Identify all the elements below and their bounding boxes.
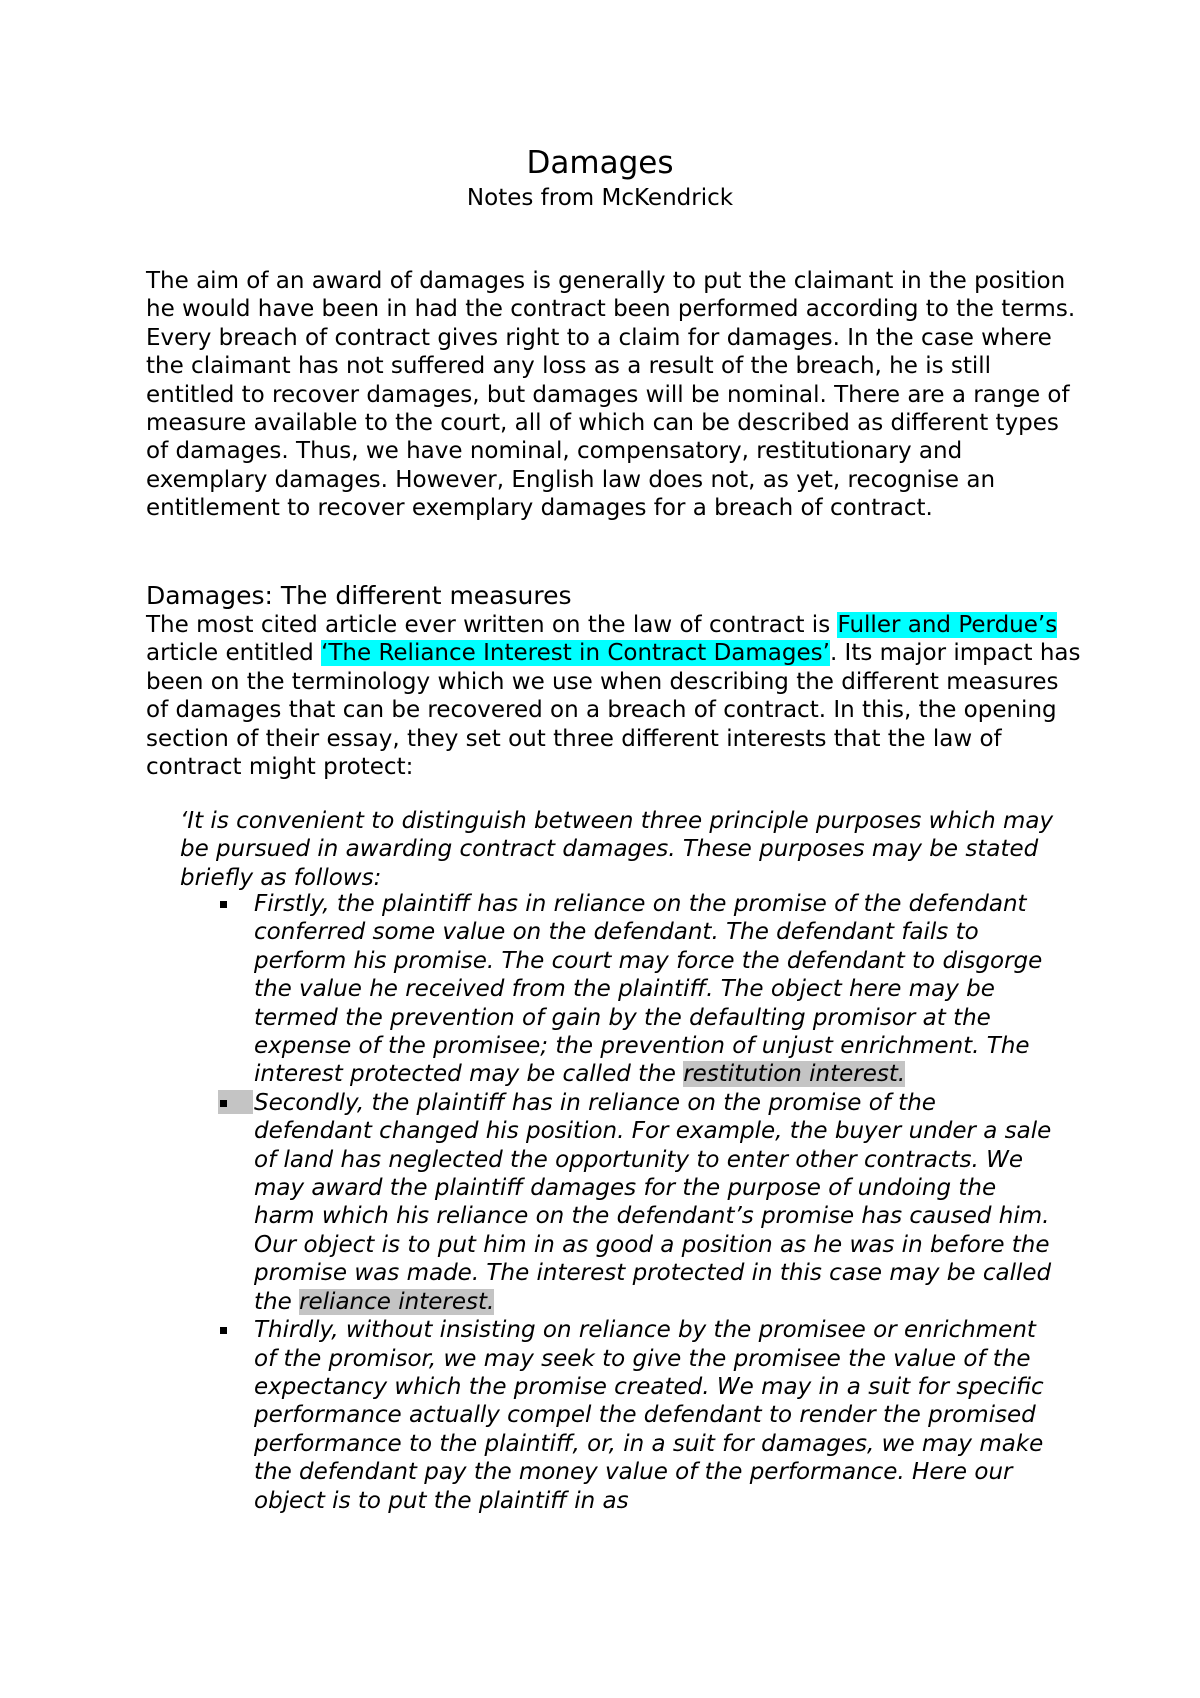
bullet-icon <box>220 1327 227 1334</box>
list-item <box>254 1089 1054 1316</box>
reliance-article-paragraph <box>146 611 1086 781</box>
bullet-text: Secondly, the plaintiff has in reliance on the promise of the defendant changed his position. For example, the buyer under a sale of land has neglected the opportunity to enter other contracts. We may award the plaintiff damages for the purpose of undoing the harm which his reliance on the defendant’s promise has caused him. Our object is to put him in as good a position as he was in before the promise was made. The interest protected in this case may be called the <box>254 1089 1052 1315</box>
bullet-text: Firstly, the plaintiff has in reliance on the promise of the defendant conferred some value on the defendant. The defendant fails to perform his promise. The court may force the defendant to disgorge the value he received from the plaintiff. The object here may be termed the prevention of gain by the defaulting promisor at the expense of the promisee; the prevention of unjust enrichment. The interest protected may be called the <box>254 891 1043 1088</box>
bullet-icon <box>218 1090 253 1114</box>
list-item <box>254 890 1054 1089</box>
paragraph-text: The most cited article ever written on the law of contract is <box>146 612 838 638</box>
highlighted-term: reliance interest. <box>299 1288 495 1315</box>
section-heading: Damages: The different measures <box>146 581 572 610</box>
paragraph-text: . Its major impact has been on the terminology which we use when describing the different measures of damages that can be recovered on a breach of contract. In this, the opening section of their essay, they set out three different interests that the law of contract might protect: <box>146 640 1081 781</box>
bullet-text: Thirdly, without insisting on reliance by the promisee or enrichment of the promisor, we may seek to give the promisee the value of the expectancy which the promise created. We may in a suit for specific performance actually compel the defendant to render the promised performance to the plaintiff, or, in a suit for damages, we may make the defendant pay the money value of the performance. Here our object is to put the plaintiff in as <box>254 1317 1044 1514</box>
document-subtitle: Notes from McKendrick <box>466 185 734 211</box>
highlighted-term: restitution interest. <box>683 1061 906 1088</box>
bullet-icon <box>220 901 227 908</box>
paragraph-text: article entitled <box>146 640 322 667</box>
highlighted-authors: Fuller and Perdue’s <box>837 612 1058 638</box>
intro-paragraph: The aim of an award of damages is generally to put the claimant in the position he would have been in had the contract been performed according to the terms. Every breach of contract gives right to a claim for damages. In the case where the claimant has not suffered any loss as a result of the breach, he is still entitled to recover damages, but damages will be nominal. There are a range of measure available to the court, all of which can be described as different types of damages. Thus, we have nominal, compensatory, restitutionary and exemplary damages. However, English law does not, as yet, recognise an entitlement to recover exemplary damages for a breach of contract. <box>146 268 1076 522</box>
quote-intro: ‘It is convenient to distinguish between three principle purposes which may be pursued in awarding contract damages. These purposes may be stated briefly as follows: <box>180 808 1054 891</box>
list-item <box>254 1316 1054 1515</box>
highlighted-article-title: ‘The Reliance Interest in Contract Damages’ <box>321 640 830 667</box>
bullet-list <box>254 890 1054 1515</box>
document-title: Damages <box>526 145 674 181</box>
